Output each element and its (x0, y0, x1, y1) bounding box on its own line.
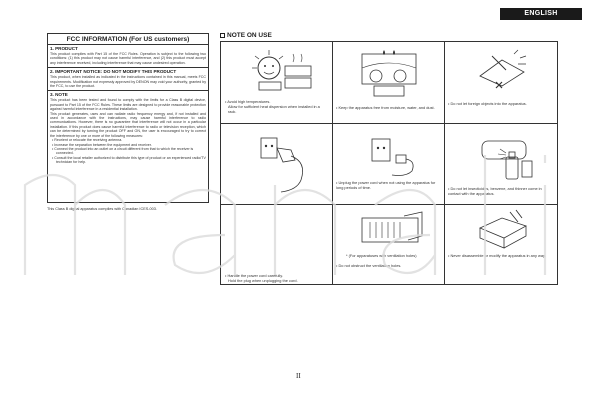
section-heading: 2. IMPORTANT NOTICE: DO NOT MODIFY THIS PRODUCT (50, 69, 177, 75)
fcc-section-note (48, 90, 208, 166)
note-cell-insecticides (444, 123, 559, 204)
note-cell-unplug (332, 123, 444, 204)
fcc-title: FCC INFORMATION (For US customers) (48, 34, 208, 45)
note-on-use-heading: NOTE ON USE (220, 32, 272, 39)
note-text: • Handle the power cord carefully. (225, 273, 283, 278)
note-text: • Keep the apparatus free from moisture, water, and dust. (336, 105, 435, 110)
fcc-information-box (47, 33, 209, 203)
note-cell-foreign-objects (444, 42, 559, 123)
bullet-item: • Consult the local retailer authorized to distribute this type of product or an experienced radio/TV technician for help. (52, 155, 206, 165)
ventilation-icon (356, 208, 426, 252)
bullet-item: • Connect the product into an outlet on a circuit different from that to which the receiver is connected. (52, 146, 194, 156)
note-text: • Do not obstruct the ventilation holes. (336, 263, 402, 268)
spray-icon (470, 127, 540, 183)
section-body: This product, when installed as indicated in the instructions contained in this manual, meets FCC requirements. Modification not expressly approved by DENON may void your authority, granted by the FCC, to use the product. (50, 75, 206, 89)
bullet-item: • Increase the separation between the equipment and receiver. (52, 142, 152, 147)
plug-icon (251, 132, 315, 196)
note-text: • Avoid high temperatures. (225, 99, 271, 104)
note-text: Hold the plug when unplugging the cord. (228, 277, 298, 283)
fcc-section-notice (48, 67, 208, 90)
section-body: This product has been tested and found to comply with the limits for a Class B digital device, pursuant to Part 15 of the FCC Rules. These limits are designed to provide reasonable protection against harmful interference in a residential installation. (50, 98, 206, 112)
note-cell-power-cord (221, 204, 332, 286)
section-body: This product generates, uses and can radiate radio frequency energy and, if not installed and used in accordance with the instructions, may cause harmful interference to radio communications. However, there is no guarantee that interference will not occur in a particular installation. If this product does cause harmful interference to radio or television reception, which can be determined by turning the product OFF and ON, the user is encouraged to try to correct the interference by one or more of the following measures: (50, 111, 206, 138)
note-text: Allow for sufficient heat dispersion when installed in a rack. (228, 103, 320, 114)
note-cell-ventilation (332, 204, 444, 286)
note-cell-moisture (332, 42, 444, 123)
note-text: • Never disassemble or modify the apparatus in any way. (448, 253, 546, 258)
moisture-icon (354, 46, 424, 102)
section-body: This product complies with Part 15 of the FCC Rules. Operation is subject to the following two conditions: (1) this product may not cause harmful interference, and (2) this product must accept any interference received, including interference that may cause undesired operation. (50, 52, 206, 65)
checkbox-square-icon (220, 33, 225, 38)
disassemble-icon (472, 208, 536, 250)
section-heading: 1. PRODUCT (50, 46, 78, 51)
foreign-object-icon (472, 48, 532, 92)
bullet-item: • Reorient or relocate the receiving antenna. (52, 138, 123, 143)
note-cell-high-temperature (221, 42, 332, 123)
language-tab: ENGLISH (500, 8, 582, 20)
canada-compliance-note: This Class B digital apparatus complies with Canadian ICES-003. (47, 207, 157, 211)
note-text: • Do not let foreign objects into the apparatus. (448, 101, 527, 106)
fcc-section-product (48, 45, 208, 67)
hot-rack-icon (249, 46, 319, 94)
note-caption: * (For apparatuses with ventilation holes) (346, 253, 417, 258)
note-cell-disassemble (444, 204, 559, 286)
note-on-use-grid (220, 41, 558, 285)
note-text: • Do not let insecticides, benzene, and thinner come in contact with the apparatus. (448, 186, 542, 196)
section-heading: 3. NOTE (50, 92, 68, 98)
note-text: • Unplug the power cord when not using the apparatus for long periods of time. (336, 180, 436, 190)
page-number: II (296, 372, 301, 380)
unplug-icon (362, 131, 422, 179)
